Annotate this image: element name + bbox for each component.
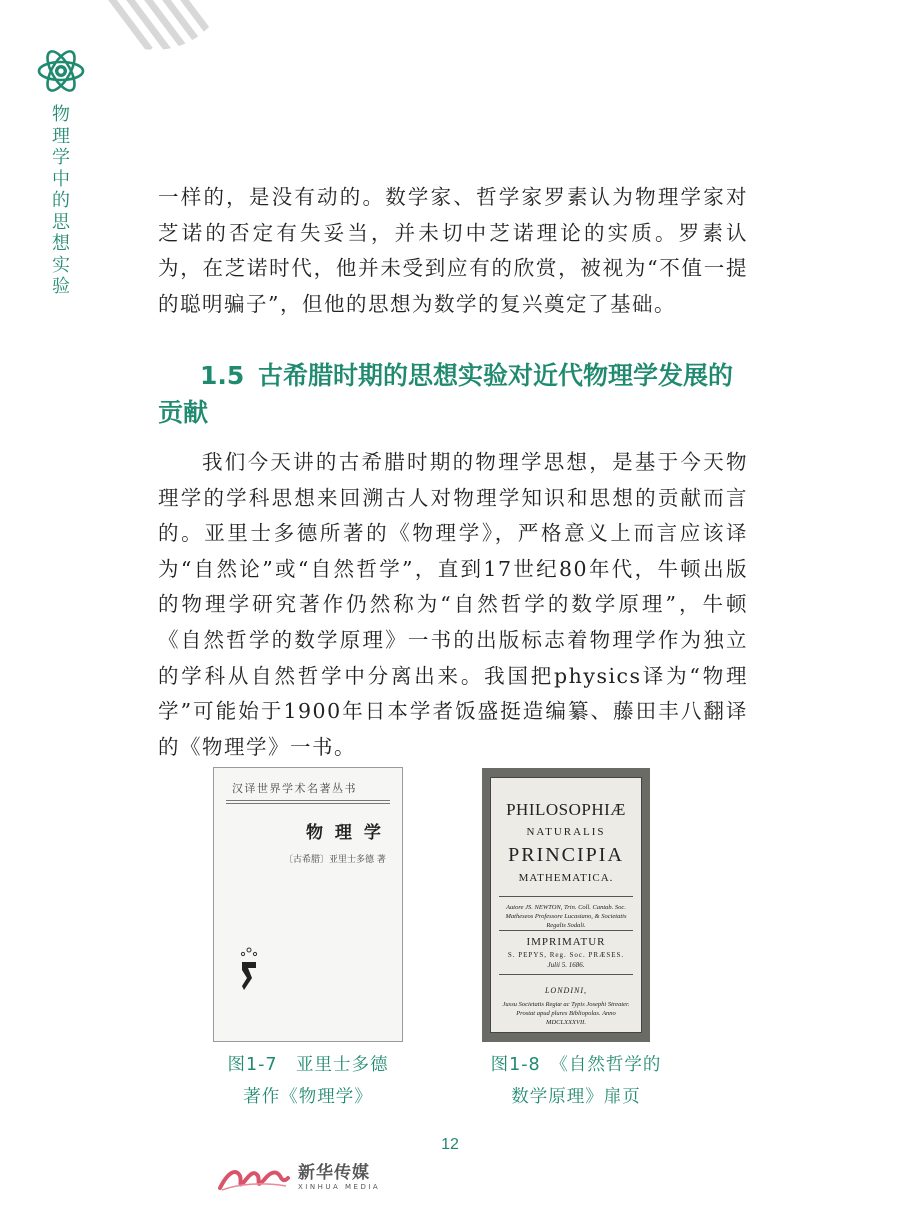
caption-2-line-2: 数学原理》扉页	[511, 1087, 641, 1107]
book-cover	[213, 767, 403, 1042]
publisher-brush-mark-icon	[218, 1162, 290, 1192]
cover-rule	[226, 803, 390, 804]
page-number: 12	[441, 1136, 459, 1153]
principia-rule	[499, 930, 633, 931]
figure-caption-1	[200, 1049, 416, 1113]
principia-page-photo	[482, 768, 650, 1042]
principia-imprint: Jussu Societatis Regiæ ac Typis Josephi Streater. Prostat apud plures Bibliopolas. Anno MDCLXXXVII.	[502, 1001, 630, 1026]
caption-1-line-1: 图1-7 亚里士多德	[227, 1055, 389, 1075]
principia-line-1: PHILOSOPHIÆ	[506, 800, 626, 819]
cover-series-title: 汉译世界学术名著丛书	[232, 782, 357, 795]
caption-1-line-2: 著作《物理学》	[243, 1087, 373, 1107]
principia-line-2: NATURALIS	[526, 826, 606, 838]
corner-stripes-decoration	[40, 0, 210, 50]
section-title: 古希腊时期的思想实验对近代物理学发展的贡献	[158, 361, 734, 427]
section-number: 1.5	[200, 361, 245, 390]
atom-logo-icon	[36, 46, 86, 96]
figure-caption-2	[466, 1049, 686, 1113]
book-title-vertical: 物理学中的思想实验	[52, 104, 70, 297]
publisher-name-cn: 新华传媒	[298, 1162, 370, 1183]
paragraph-body: 我们今天讲的古希腊时期的物理学思想，是基于今天物理学的学科思想来回溯古人对物理学知识和思想的贡献而言的。亚里士多德所著的《物理学》，严格意义上而言应该译为“自然论”或“自然哲学”，直到17世纪80年代，牛顿出版的物理学研究著作仍然称为“自然哲学的数学原理”，牛顿《自然哲学的数学原理》一书的出版标志着物理学作为独立的学科从自然哲学中分离出来。我国把physics译为“物理学”可能始于1900年日本学者饭盛挺造编纂、藤田丰八翻译的《物理学》一书。	[158, 450, 748, 759]
principia-rule	[499, 974, 633, 975]
figure-physics-book-cover	[213, 767, 403, 1042]
cover-book-title: 物 理 学	[306, 823, 384, 843]
figure-principia-title-page	[482, 768, 650, 1042]
principia-line-3: PRINCIPIA	[508, 844, 624, 866]
cover-rule	[226, 800, 390, 801]
paragraph-continued: 一样的，是没有动的。数学家、哲学家罗素认为物理学家对芝诺的否定有失妥当，并未切中芝诺理论的实质。罗素认为，在芝诺时代，他并未受到应有的欣赏，被视为“不值一提的聪明骗子”，但他的思想为数学的复兴奠定了基础。	[158, 185, 748, 316]
principia-page	[490, 777, 642, 1033]
principia-londini: LONDINI,	[544, 986, 587, 995]
section-heading	[158, 357, 748, 431]
principia-imprimatur: IMPRIMATUR	[526, 936, 606, 948]
principia-line-4: MATHEMATICA.	[518, 872, 614, 884]
publisher-logo	[218, 1160, 380, 1194]
principia-date: Julii 5. 1686.	[547, 961, 585, 969]
cover-author: 〔古希腊〕亚里士多德 著	[284, 855, 386, 865]
caption-2-line-1: 图1-8 《自然哲学的	[490, 1055, 662, 1075]
publisher-name	[298, 1163, 380, 1192]
principia-author-line: Autore JS. NEWTON, Trin. Coll. Cantab. Soc. Matheseos Professore Lucasiano, & Societatis Regalis Sodali.	[505, 904, 627, 929]
principia-rule	[499, 896, 633, 897]
publisher-name-en: XINHUA MEDIA	[298, 1182, 381, 1191]
principia-pepys: S. PEPYS, Reg. Soc. PRÆSES.	[507, 951, 625, 959]
publisher-emblem-icon	[236, 946, 262, 992]
